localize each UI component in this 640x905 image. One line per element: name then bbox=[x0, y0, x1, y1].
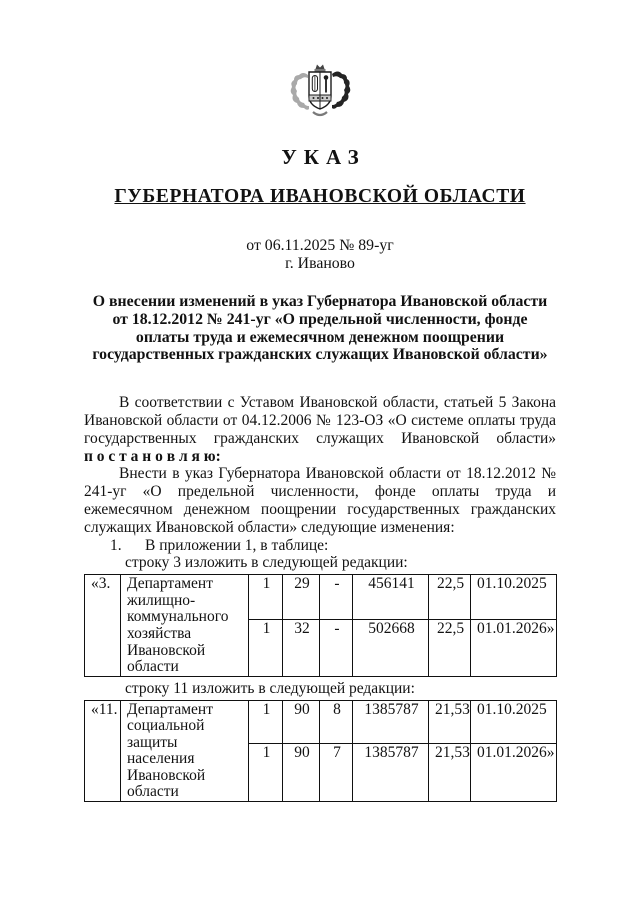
department-name-cell: Департамент жилищно-коммунального хозяйства Ивановской области bbox=[121, 575, 249, 677]
lion-supporter-icon bbox=[291, 73, 309, 110]
value-cell: 21,53 bbox=[429, 743, 471, 801]
preamble-paragraph: В соответствии с Уставом Ивановской области, статьей 5 Закона Ивановской области от 04.12.2006 № 123-ОЗ «О системе оплаты труда государственных гражданских служащих Ивановской области» bbox=[84, 394, 556, 447]
value-cell: 32 bbox=[283, 620, 320, 676]
value-cell: 7 bbox=[320, 743, 353, 801]
value-cell: - bbox=[320, 620, 353, 676]
date-cell: 01.10.2025 bbox=[471, 575, 557, 620]
value-cell: 502668 bbox=[353, 620, 429, 676]
value-cell: 1 bbox=[249, 743, 283, 801]
value-cell: 29 bbox=[283, 575, 320, 620]
date-cell: 01.10.2025 bbox=[471, 700, 557, 743]
table-row bbox=[85, 700, 557, 743]
crown-icon bbox=[315, 65, 326, 72]
amendment-table-row3 bbox=[84, 574, 557, 677]
date-cell: 01.01.2026» bbox=[471, 743, 557, 801]
table-row bbox=[85, 575, 557, 620]
row-number-cell: «3. bbox=[85, 575, 121, 677]
city-line: г. Иваново bbox=[285, 255, 355, 272]
ivanovo-coat-of-arms-icon bbox=[289, 62, 351, 125]
list-item-1-number: 1. bbox=[110, 536, 122, 554]
decree-word: п о с т а н о в л я ю: bbox=[84, 447, 221, 465]
value-cell: 22,5 bbox=[429, 575, 471, 620]
value-cell: 21,53 bbox=[429, 700, 471, 743]
value-cell: 22,5 bbox=[429, 620, 471, 676]
base-scroll bbox=[313, 112, 327, 115]
doc-body bbox=[84, 394, 556, 572]
date-cell: 01.01.2026» bbox=[471, 620, 557, 676]
value-cell: 90 bbox=[283, 700, 320, 743]
shuttle-icon bbox=[312, 76, 317, 92]
value-cell: 456141 bbox=[353, 575, 429, 620]
date-number-line: от 06.11.2025 № 89-уг bbox=[246, 237, 394, 254]
row11-intro-line: строку 11 изложить в следующей редакции: bbox=[125, 679, 415, 697]
value-cell: 90 bbox=[283, 743, 320, 801]
list-item-1-text: В приложении 1, в таблице: bbox=[145, 536, 329, 554]
dateline bbox=[84, 237, 556, 273]
value-cell: 1 bbox=[249, 575, 283, 620]
value-cell: - bbox=[320, 575, 353, 620]
value-cell: 1 bbox=[249, 620, 283, 676]
doc-title: О внесении изменений в указ Губернатора Ивановской области от 18.12.2012 № 241-уг «О предельной численности, фонде оплаты труда и ежемесячном денежном поощрении государственных гражданских служащих Ивановской области» bbox=[92, 293, 548, 364]
amendment-table-row11 bbox=[84, 700, 557, 803]
list-item-1 bbox=[84, 537, 556, 555]
eagle-supporter-icon bbox=[332, 72, 350, 109]
authority-heading: ГУБЕРНАТОРА ИВАНОВСКОЙ ОБЛАСТИ bbox=[114, 186, 526, 207]
row-number-cell: «11. bbox=[85, 700, 121, 802]
value-cell: 1385787 bbox=[353, 743, 429, 801]
value-cell: 1 bbox=[249, 700, 283, 743]
doc-type-heading: УКАЗ bbox=[281, 145, 366, 169]
department-name-cell: Департамент социальной защиты населения Ивановской области bbox=[121, 700, 249, 802]
value-cell: 1385787 bbox=[353, 700, 429, 743]
amendment-paragraph: Внести в указ Губернатора Ивановской области от 18.12.2012 № 241-уг «О предельной численности, фонде оплаты труда и ежемесячном денежном поощрении государственных гражданских служащих Ивановской области» следующие изменения: bbox=[84, 465, 556, 536]
row3-intro-line: строку 3 изложить в следующей редакции: bbox=[125, 554, 408, 572]
value-cell: 8 bbox=[320, 700, 353, 743]
